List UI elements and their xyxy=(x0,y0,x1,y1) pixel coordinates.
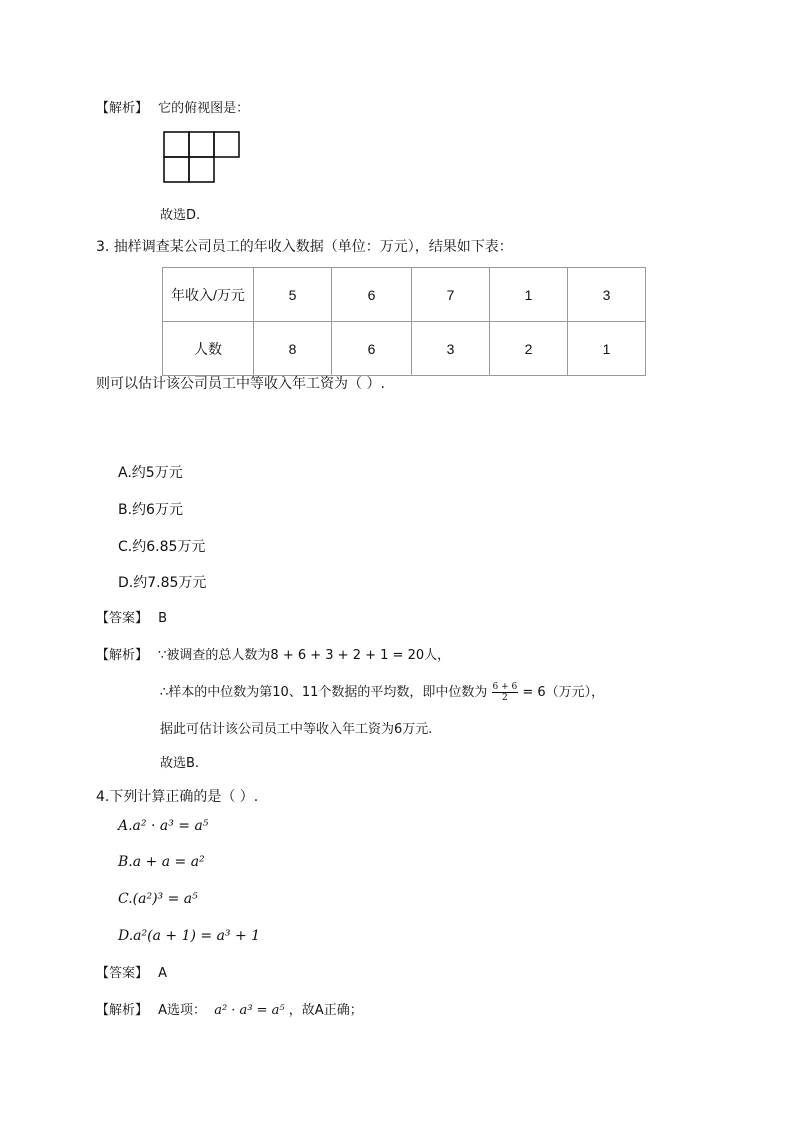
table-cell: 3 xyxy=(568,268,646,322)
income-table xyxy=(162,267,646,376)
q4-option-a: A.a² · a³ = a⁵ xyxy=(118,818,209,834)
analysis-text: = 6（万元）， xyxy=(522,685,605,700)
q4-stem: 4.下列计算正确的是（ ）. xyxy=(96,789,259,805)
analysis-text: ∴样本的中位数为第10、11个数据的平均数，即中位数为 xyxy=(160,685,488,700)
analysis-text: 它的俯视图是： xyxy=(158,101,250,116)
table-cell: 7 xyxy=(412,268,490,322)
analysis-tag: 【解析】 xyxy=(96,1003,149,1018)
q2-analysis-line xyxy=(96,97,249,116)
table-cell: 6 xyxy=(332,322,412,376)
q3-stem: 3. 抽样调查某公司员工的年收入数据（单位：万元），结果如下表： xyxy=(96,239,513,255)
fraction-numerator: 6 + 6 xyxy=(492,682,518,692)
analysis-math: a² · a³ = a⁵ xyxy=(214,1003,285,1018)
q4-answer-line xyxy=(96,962,167,981)
table-cell: 1 xyxy=(568,322,646,376)
q3-question: 则可以估计该公司员工中等收入年工资为（ ）. xyxy=(96,376,385,392)
q2-conclusion: 故选D. xyxy=(160,208,201,223)
fraction xyxy=(492,682,519,703)
q3-option-d: D.约7.85万元 xyxy=(118,575,207,591)
analysis-tag: 【解析】 xyxy=(96,648,149,663)
analysis-text: A选项： xyxy=(158,1003,207,1018)
q3-conclusion: 故选B. xyxy=(160,756,200,771)
table-cell: 年收入/万元 xyxy=(163,268,254,322)
q3-option-a: A.约5万元 xyxy=(118,465,183,481)
q3-option-b: B.约6万元 xyxy=(118,502,183,518)
q3-option-c: C.约6.85万元 xyxy=(118,539,206,555)
fraction-denominator: 2 xyxy=(501,693,508,703)
table-cell: 6 xyxy=(332,268,412,322)
q4-option-c: C.(a²)³ = a⁵ xyxy=(118,891,198,907)
table-cell: 1 xyxy=(490,268,568,322)
table-cell: 5 xyxy=(254,268,332,322)
q3-analysis-line2 xyxy=(160,681,604,703)
table-row xyxy=(163,268,646,322)
answer-value: A xyxy=(158,966,168,981)
q3-analysis-line3: 据此可估计该公司员工中等收入年工资为6万元. xyxy=(160,722,433,737)
answer-value: B xyxy=(158,611,168,626)
table-cell: 2 xyxy=(490,322,568,376)
answer-tag: 【答案】 xyxy=(96,611,149,626)
q4-analysis-line xyxy=(96,999,363,1018)
top-view-figure xyxy=(163,130,243,186)
q3-analysis-line1 xyxy=(96,644,450,663)
q4-option-b: B.a + a = a² xyxy=(118,854,205,870)
table-cell: 3 xyxy=(412,322,490,376)
q4-option-d: D.a²(a + 1) = a³ + 1 xyxy=(118,928,261,944)
q3-answer-line xyxy=(96,607,167,626)
table-cell: 8 xyxy=(254,322,332,376)
analysis-tag: 【解析】 xyxy=(96,101,149,116)
analysis-text: ，故A正确； xyxy=(288,1003,363,1018)
table-row xyxy=(163,322,646,376)
answer-tag: 【答案】 xyxy=(96,966,149,981)
table-cell: 人数 xyxy=(163,322,254,376)
analysis-text: ∵被调查的总人数为8 + 6 + 3 + 2 + 1 = 20人， xyxy=(158,648,451,663)
